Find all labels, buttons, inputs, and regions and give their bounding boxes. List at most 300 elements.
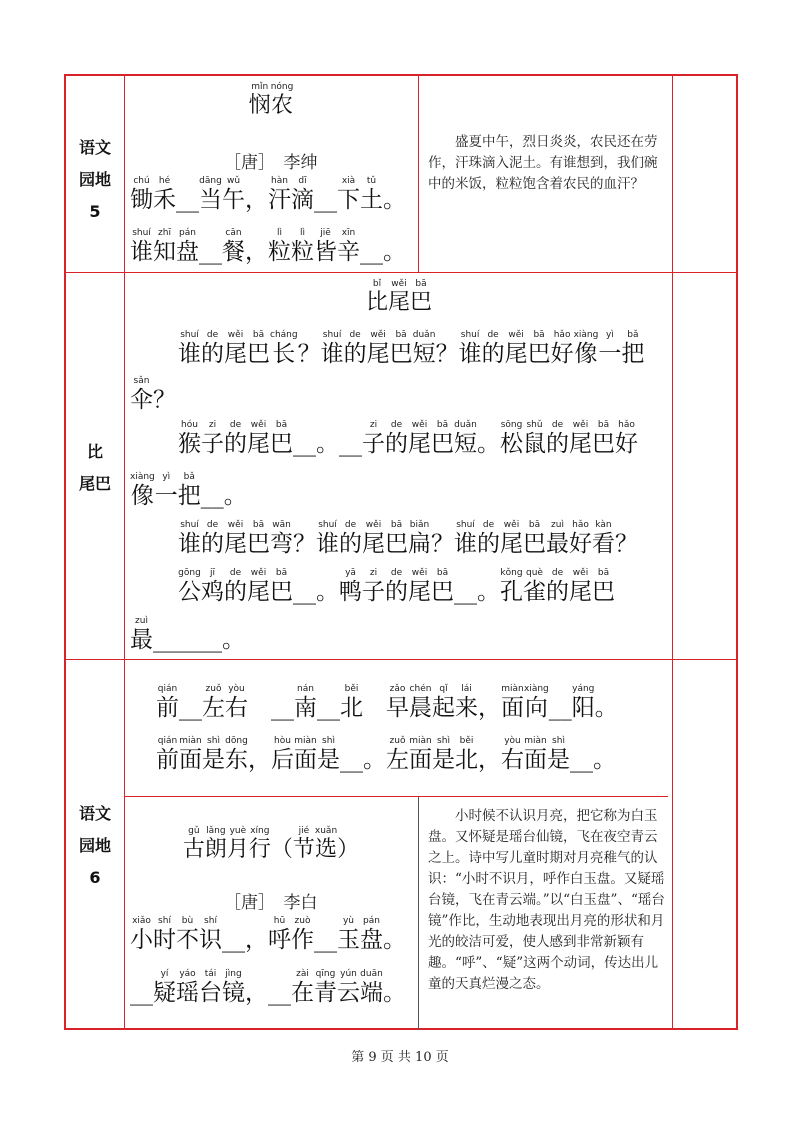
pinyin <box>595 684 618 695</box>
pinyin <box>316 568 339 579</box>
hanzi: 尾 <box>504 341 528 367</box>
pinyin: xiǎo <box>132 916 151 926</box>
hanzi: 好 <box>615 431 638 457</box>
hanzi: 汗 <box>268 187 291 213</box>
pinyin: gǔ <box>188 826 200 836</box>
ruby-char <box>247 420 270 457</box>
pinyin: shuí <box>180 330 199 340</box>
pinyin: dōng <box>225 736 248 746</box>
hanzi: 晨 <box>409 695 432 721</box>
poem-line <box>130 969 406 1006</box>
hanzi: 面 <box>524 747 547 773</box>
pinyin <box>383 916 406 927</box>
ruby-char <box>383 176 406 213</box>
pinyin: wěi <box>391 279 407 289</box>
hanzi: 最 <box>546 531 569 557</box>
hanzi: 巴 <box>592 431 615 457</box>
pinyin: wěi <box>572 420 589 430</box>
pinyin: shí <box>158 916 171 926</box>
ruby-char <box>546 520 569 557</box>
pinyin: wěi <box>227 330 244 340</box>
pinyin <box>130 969 153 980</box>
poem-line <box>130 176 406 213</box>
pinyin <box>549 684 572 695</box>
column-divider <box>124 76 125 1028</box>
ruby-char <box>500 520 523 557</box>
pinyin: hóu <box>181 420 198 430</box>
ruby-char <box>130 916 153 953</box>
pinyin <box>298 330 321 341</box>
pinyin: yáo <box>179 969 196 979</box>
pinyin <box>245 176 268 187</box>
ruby-char <box>501 684 524 721</box>
hanzi: 的 <box>224 579 247 605</box>
hanzi: __ <box>360 239 383 265</box>
poem-line <box>178 568 615 605</box>
poem-author-libai: ［唐］ 李白 <box>224 893 318 913</box>
hanzi: 前 <box>156 695 179 721</box>
hanzi: 早 <box>386 695 409 721</box>
hanzi: 比 <box>365 290 388 315</box>
ruby-char <box>455 684 478 721</box>
hanzi: 孔 <box>500 579 523 605</box>
ruby-char <box>363 736 386 773</box>
pinyin <box>293 420 316 431</box>
hanzi: 餐 <box>222 239 245 265</box>
poem-title-bi-weiba <box>126 279 672 315</box>
hanzi: 不 <box>176 927 199 953</box>
ruby-char <box>454 520 477 557</box>
column-divider <box>672 76 673 1028</box>
ruby-char <box>363 684 386 721</box>
hanzi: 识 <box>199 927 222 953</box>
directions-line <box>156 736 616 773</box>
hanzi: 盘 <box>176 239 199 265</box>
pinyin: gōng <box>178 568 201 578</box>
hanzi: 巴 <box>592 579 615 605</box>
pinyin: yì <box>162 472 171 482</box>
hanzi: __ <box>454 579 477 605</box>
hanzi: 巴 <box>385 531 408 557</box>
hanzi: 子 <box>362 579 385 605</box>
ruby-char <box>367 330 390 367</box>
hanzi: 向 <box>524 695 548 721</box>
ruby-char <box>176 916 199 953</box>
pinyin: de <box>349 330 361 340</box>
ruby-char <box>247 520 270 557</box>
pinyin: zuǒ <box>205 684 222 694</box>
hanzi: 尾 <box>387 290 410 315</box>
ruby-char <box>293 826 315 862</box>
hanzi: 子 <box>362 431 385 457</box>
ruby-char <box>570 736 593 773</box>
hanzi: 下 <box>337 187 360 213</box>
ruby-char <box>156 684 179 721</box>
pinyin: kàn <box>595 520 612 530</box>
hanzi: 的 <box>201 531 224 557</box>
pinyin: zi <box>369 568 378 578</box>
hanzi: __ <box>200 483 224 509</box>
pinyin: xíng <box>250 826 270 836</box>
hanzi <box>363 695 386 721</box>
ruby-char <box>291 916 314 953</box>
pinyin: shì <box>322 736 335 746</box>
ruby-char <box>598 330 621 367</box>
hanzi: 。 <box>477 431 500 457</box>
pinyin: de <box>344 520 357 530</box>
pinyin <box>337 826 359 837</box>
hanzi: __ <box>314 927 337 953</box>
hanzi: 东 <box>225 747 248 773</box>
hanzi: 。 <box>316 579 339 605</box>
ruby-char <box>249 82 271 118</box>
hanzi: 的 <box>385 431 408 457</box>
ruby-char <box>153 228 176 265</box>
hanzi: 的 <box>343 341 367 367</box>
pinyin <box>360 228 383 239</box>
pinyin <box>363 736 386 747</box>
ruby-char <box>222 228 245 265</box>
ruby-char <box>225 736 248 773</box>
hanzi: __ <box>548 695 572 721</box>
pinyin: yā <box>345 568 356 578</box>
ruby-char <box>482 330 505 367</box>
pinyin: duǎn <box>412 330 436 340</box>
ruby-char <box>337 176 360 213</box>
hanzi: 在 <box>291 980 314 1006</box>
ruby-char <box>572 684 595 721</box>
hanzi: 面 <box>179 747 202 773</box>
hanzi: 巴 <box>389 341 413 367</box>
ruby-char <box>500 568 523 605</box>
pinyin: zuò <box>294 916 311 926</box>
pinyin <box>316 420 339 431</box>
ruby-char <box>569 420 592 457</box>
pinyin <box>245 916 268 927</box>
pinyin <box>431 520 454 531</box>
hanzi: 尾 <box>569 579 592 605</box>
hanzi: 好 <box>550 341 574 367</box>
pinyin: hū <box>273 916 286 926</box>
hanzi: __ <box>130 980 153 1006</box>
ruby-char <box>153 176 176 213</box>
ruby-char <box>408 420 431 457</box>
poem-line <box>178 520 638 557</box>
pinyin: qǐ <box>439 684 448 694</box>
hanzi: 是 <box>432 747 455 773</box>
hanzi: 。 <box>383 239 406 265</box>
hanzi: 像 <box>130 483 154 509</box>
pinyin <box>153 616 222 627</box>
hanzi: 当 <box>199 187 222 213</box>
pinyin: tǔ <box>366 176 377 186</box>
pinyin: de <box>390 420 403 430</box>
hanzi: 小 <box>130 927 153 953</box>
ruby-char <box>615 420 638 457</box>
row-label-tails: 比 尾巴 <box>78 442 111 493</box>
hanzi: __ <box>317 695 340 721</box>
pinyin <box>340 736 363 747</box>
hanzi: 谁 <box>130 239 153 265</box>
hanzi: 谁 <box>454 531 477 557</box>
pinyin: nóng <box>270 82 294 92</box>
pinyin: xīn <box>341 228 356 238</box>
hanzi: 短 <box>412 341 436 367</box>
pinyin: de <box>206 330 219 340</box>
ruby-char <box>546 420 569 457</box>
pinyin: zuì <box>551 520 564 530</box>
ruby-char <box>436 330 459 367</box>
ruby-char <box>199 228 222 265</box>
hanzi: 禾 <box>153 187 176 213</box>
ruby-char <box>478 736 501 773</box>
ruby-char <box>337 969 360 1006</box>
hanzi: 好 <box>569 531 592 557</box>
hanzi: ， <box>245 187 268 213</box>
ruby-char <box>362 420 385 457</box>
pinyin: de <box>482 520 495 530</box>
pinyin: wěi <box>411 420 428 430</box>
pinyin: miàn <box>409 736 432 746</box>
pinyin: zhī <box>158 228 171 238</box>
ruby-char <box>270 420 293 457</box>
hanzi: 把 <box>177 483 201 509</box>
ruby-char <box>569 520 592 557</box>
pinyin <box>153 376 176 387</box>
ruby-char <box>130 376 153 413</box>
hanzi: 云 <box>337 980 360 1006</box>
hanzi: __ <box>199 239 222 265</box>
hanzi: 巴 <box>431 431 454 457</box>
pinyin: bā <box>597 568 610 578</box>
hanzi: 是 <box>202 747 225 773</box>
pinyin: yí <box>160 969 169 979</box>
hanzi: （ <box>270 837 293 862</box>
ruby-char <box>314 228 337 265</box>
ruby-char <box>153 616 222 653</box>
hanzi: __ <box>293 579 316 605</box>
ruby-char <box>409 684 432 721</box>
ruby-char <box>454 568 477 605</box>
hanzi: 鸭 <box>339 579 362 605</box>
ruby-char <box>201 330 224 367</box>
pinyin: duān <box>360 969 383 979</box>
pinyin: bù <box>181 916 194 926</box>
ruby-char <box>339 568 362 605</box>
pinyin: zài <box>296 969 309 979</box>
hanzi: 尾 <box>569 431 592 457</box>
hanzi: 。 <box>594 695 618 721</box>
hanzi: 古 <box>182 837 205 862</box>
pinyin: hǎo <box>618 420 635 430</box>
pinyin: dī <box>298 176 307 186</box>
pinyin: dāng <box>199 176 222 186</box>
ruby-char <box>431 568 454 605</box>
hanzi: __ <box>339 431 362 457</box>
pinyin: sōng <box>500 420 523 430</box>
ruby-char <box>179 684 202 721</box>
hanzi: 雀 <box>523 579 546 605</box>
ruby-char <box>247 568 270 605</box>
poem-line <box>130 616 245 653</box>
pinyin: biǎn <box>409 520 430 530</box>
ruby-char <box>201 568 224 605</box>
pinyin: wǔ <box>226 176 241 186</box>
ruby-char <box>291 176 314 213</box>
pinyin: miàn <box>501 684 524 694</box>
ruby-char <box>183 826 205 862</box>
pinyin: wěi <box>365 520 382 530</box>
hanzi: 农 <box>271 93 294 118</box>
pinyin: pán <box>363 916 380 926</box>
pinyin: de <box>206 520 219 530</box>
ruby-char <box>593 736 616 773</box>
pinyin: bā <box>415 279 427 289</box>
ruby-char <box>202 684 225 721</box>
ruby-char <box>340 736 363 773</box>
pinyin: qián <box>157 684 178 694</box>
pinyin: bā <box>275 420 288 430</box>
pinyin <box>179 684 202 695</box>
hanzi: 行 <box>248 837 271 862</box>
poem-line <box>130 376 176 413</box>
ruby-char <box>455 736 478 773</box>
hanzi: 。 <box>363 747 386 773</box>
ruby-char <box>317 684 340 721</box>
pinyin: bā <box>275 568 288 578</box>
hanzi: 的 <box>546 579 569 605</box>
pinyin <box>314 916 337 927</box>
pinyin: miàn <box>179 736 202 746</box>
hanzi: ） <box>337 837 360 862</box>
pinyin <box>478 684 501 695</box>
pinyin: bā <box>252 330 265 340</box>
hanzi: 。 <box>593 747 616 773</box>
pinyin: xiàng <box>573 330 599 340</box>
ruby-char <box>268 176 291 213</box>
hanzi: 锄 <box>130 187 153 213</box>
ruby-char <box>432 736 455 773</box>
hanzi: 北 <box>455 747 478 773</box>
pinyin <box>454 568 477 579</box>
pinyin: wěi <box>250 568 267 578</box>
pinyin: bā <box>390 520 403 530</box>
hanzi: 长 <box>272 341 296 367</box>
hanzi: 的 <box>339 531 362 557</box>
ruby-char <box>270 520 293 557</box>
ruby-char <box>227 826 249 862</box>
pinyin: de <box>487 330 499 340</box>
pinyin: shuí <box>318 520 337 530</box>
hanzi: 松 <box>500 431 523 457</box>
pinyin: wěi <box>411 568 428 578</box>
ruby-char <box>179 736 202 773</box>
ruby-char <box>248 684 271 721</box>
pinyin <box>363 684 386 695</box>
pinyin <box>317 684 340 695</box>
pinyin: sǎn <box>133 376 150 386</box>
ruby-char <box>592 568 615 605</box>
ruby-char <box>524 684 549 721</box>
pinyin: běi <box>344 684 359 694</box>
pinyin: chén <box>409 684 432 694</box>
pinyin <box>383 969 406 980</box>
ruby-char <box>385 568 408 605</box>
pinyin: lái <box>461 684 472 694</box>
pinyin: jī <box>209 568 215 578</box>
pinyin <box>271 826 293 837</box>
ruby-char <box>222 969 245 1006</box>
poem-line <box>130 916 406 953</box>
ruby-char <box>413 330 436 367</box>
pinyin <box>339 420 362 431</box>
ruby-char <box>615 520 638 557</box>
ruby-char <box>362 520 385 557</box>
hanzi: 巴 <box>527 341 551 367</box>
ruby-char <box>315 826 337 862</box>
ruby-char <box>339 420 362 457</box>
hanzi: 悯 <box>248 93 271 118</box>
hanzi: ， <box>245 980 268 1006</box>
poem-title-gulangyuexing <box>126 826 416 862</box>
hanzi: ？ <box>435 341 459 367</box>
pinyin <box>222 916 245 927</box>
poem-line <box>178 420 638 457</box>
hanzi: __ <box>570 747 593 773</box>
hanzi: 扁 <box>408 531 431 557</box>
hanzi: 巴 <box>247 531 270 557</box>
ruby-char <box>201 520 224 557</box>
pinyin: yòu <box>228 684 245 694</box>
pinyin <box>383 176 406 187</box>
ruby-char <box>314 969 337 1006</box>
hanzi: 面 <box>501 695 524 721</box>
hanzi: __ <box>268 980 291 1006</box>
ruby-char <box>268 228 291 265</box>
hanzi: 来 <box>455 695 478 721</box>
pinyin <box>245 969 268 980</box>
ruby-char <box>130 228 153 265</box>
ruby-char <box>268 916 291 953</box>
hanzi: 北 <box>340 695 363 721</box>
ruby-char <box>291 228 314 265</box>
ruby-char <box>271 826 293 862</box>
hanzi: ， <box>478 747 501 773</box>
hanzi: 南 <box>294 695 317 721</box>
hanzi: 一 <box>598 341 622 367</box>
pinyin: xiàng <box>130 472 155 482</box>
pinyin: xiàng <box>524 684 549 694</box>
pinyin: bā <box>252 520 265 530</box>
ruby-char <box>344 330 367 367</box>
hanzi: 阳 <box>571 695 595 721</box>
hanzi: 尾 <box>224 531 247 557</box>
pinyin <box>201 472 224 483</box>
hanzi: ， <box>245 927 268 953</box>
pinyin <box>268 969 291 980</box>
hanzi: 时 <box>153 927 176 953</box>
hanzi: 的 <box>481 341 505 367</box>
ruby-char <box>385 520 408 557</box>
pinyin: yáng <box>572 684 595 694</box>
hanzi: 短 <box>454 431 477 457</box>
hanzi: 月 <box>226 837 249 862</box>
hanzi: 选 <box>315 837 338 862</box>
pinyin: xià <box>341 176 356 186</box>
pinyin: wěi <box>370 330 386 340</box>
pinyin: lì <box>276 228 282 238</box>
hanzi: 一 <box>154 483 178 509</box>
